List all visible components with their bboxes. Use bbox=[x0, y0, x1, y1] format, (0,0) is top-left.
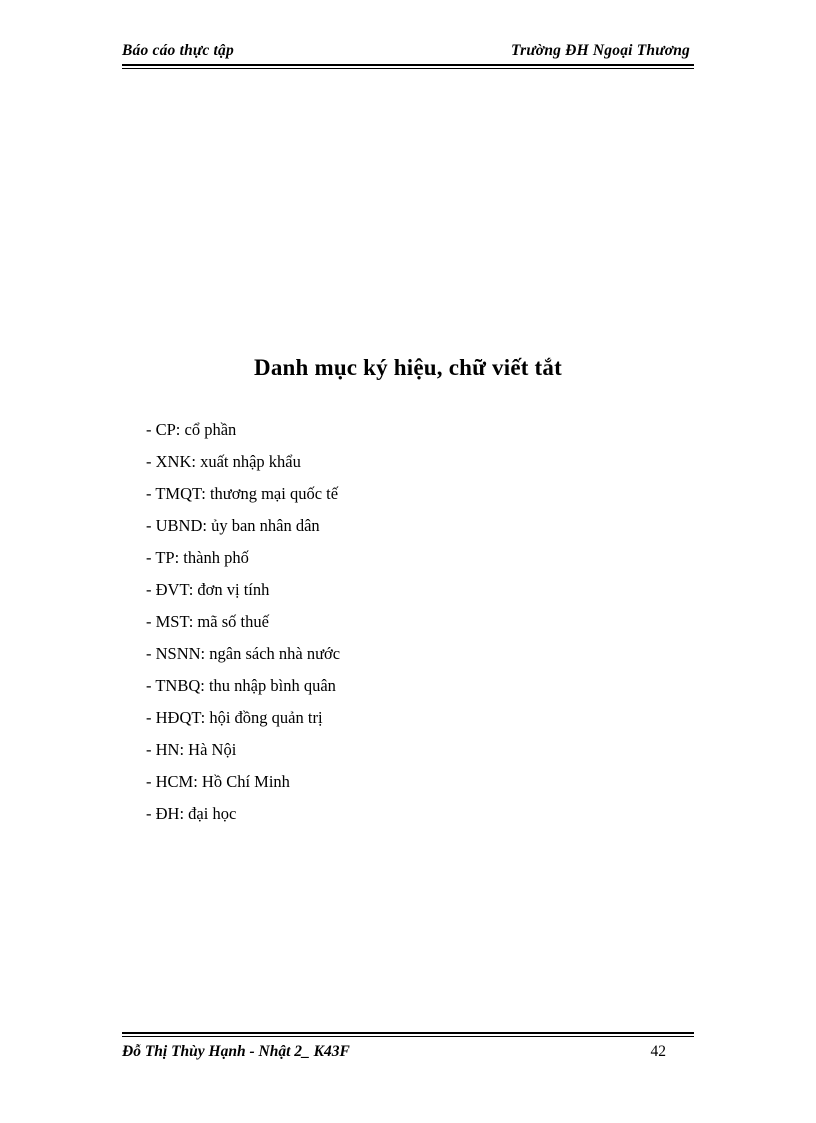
list-item: - ĐH: đại học bbox=[146, 804, 237, 823]
footer-divider bbox=[122, 1032, 694, 1037]
list-item: - XNK: xuất nhập khẩu bbox=[146, 452, 301, 471]
list-item: - MST: mã số thuế bbox=[146, 612, 269, 631]
list-item: - HĐQT: hội đồng quản trị bbox=[146, 708, 323, 727]
page-number: 42 bbox=[650, 1043, 666, 1060]
header-divider bbox=[122, 64, 694, 69]
list-item: - CP: cổ phần bbox=[146, 420, 237, 439]
list-item: - HN: Hà Nội bbox=[146, 740, 237, 759]
list-item: - TP: thành phố bbox=[146, 548, 249, 567]
page-header bbox=[122, 42, 694, 69]
header-row bbox=[122, 42, 694, 60]
list-item: - TNBQ: thu nhập bình quân bbox=[146, 676, 336, 695]
page-footer bbox=[122, 1032, 694, 1061]
footer-row bbox=[122, 1043, 694, 1061]
page-title: Danh mục ký hiệu, chữ viết tắt bbox=[254, 355, 562, 380]
list-item: - NSNN: ngân sách nhà nước bbox=[146, 644, 341, 663]
list-item: - HCM: Hồ Chí Minh bbox=[146, 772, 290, 791]
list-item: - TMQT: thương mại quốc tế bbox=[146, 484, 339, 503]
list-item: - ĐVT: đơn vị tính bbox=[146, 580, 270, 599]
abbreviation-list bbox=[146, 414, 706, 830]
header-right-text: Trường ĐH Ngoại Thương bbox=[511, 42, 690, 59]
header-left-text: Báo cáo thực tập bbox=[122, 42, 234, 59]
list-item: - UBND: ủy ban nhân dân bbox=[146, 516, 320, 535]
footer-author: Đỗ Thị Thùy Hạnh - Nhật 2_ K43F bbox=[122, 1043, 350, 1060]
